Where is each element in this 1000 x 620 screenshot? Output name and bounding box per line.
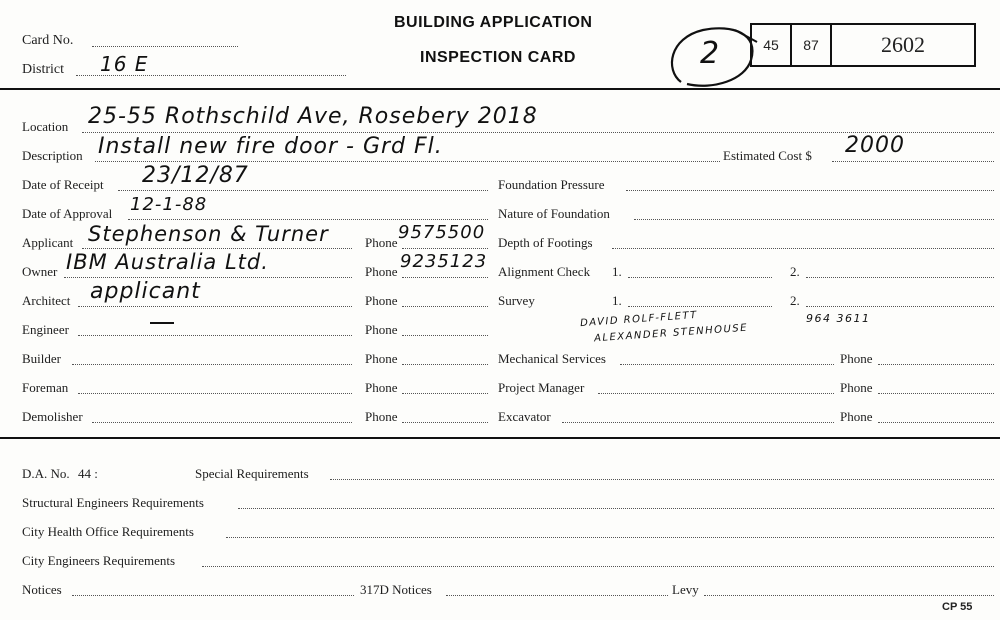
project-manager-phone-line[interactable] <box>878 393 994 394</box>
special-req-line[interactable] <box>330 479 994 480</box>
da-value: 44 : <box>78 466 98 481</box>
demolisher-label: Demolisher <box>22 409 83 424</box>
date-approval-line[interactable] <box>128 219 488 220</box>
date-receipt-line[interactable] <box>118 190 488 191</box>
notices-317d-label: 317D Notices <box>360 582 432 597</box>
mechanical-label: Mechanical Services <box>498 351 606 366</box>
card-no-label: Card No. <box>22 33 74 48</box>
owner-phone-line[interactable] <box>402 277 488 278</box>
title-line1: BUILDING APPLICATION <box>394 14 593 31</box>
excavator-phone-label: Phone <box>840 409 873 424</box>
title-line2: INSPECTION CARD <box>420 49 576 66</box>
project-manager-line[interactable] <box>598 393 834 394</box>
applicant-phone-label: Phone <box>365 235 398 250</box>
demolisher-phone-line[interactable] <box>402 422 488 423</box>
box-87 <box>790 23 832 67</box>
district-value: 16 E <box>100 52 149 76</box>
estimated-cost-value: 2000 <box>845 133 905 158</box>
architect-value: applicant <box>90 279 201 304</box>
owner-label: Owner <box>22 264 58 279</box>
applicant-line[interactable] <box>82 248 352 249</box>
estimated-cost-label: Estimated Cost $ <box>723 148 812 163</box>
depth-footings-label: Depth of Footings <box>498 235 593 250</box>
owner-phone-value: 9235123 <box>400 251 488 272</box>
city-eng-label: City Engineers Requirements <box>22 553 176 568</box>
box-2602-text: 2602 <box>881 32 925 57</box>
survey-num2: 2. <box>790 293 800 308</box>
applicant-phone-line[interactable] <box>402 248 488 249</box>
applicant-phone-value: 9575500 <box>398 222 486 243</box>
nature-foundation-line[interactable] <box>634 219 994 220</box>
alignment-check-num1: 1. <box>612 264 622 279</box>
structural-label: Structural Engineers Requirements <box>22 495 204 510</box>
description-line[interactable] <box>95 161 720 162</box>
date-receipt-value: 23/12/87 <box>142 163 249 188</box>
mechanical-phone-line[interactable] <box>878 364 994 365</box>
survey-label: Survey <box>498 293 535 308</box>
foundation-pressure-label: Foundation Pressure <box>498 177 605 192</box>
date-receipt-label: Date of Receipt <box>22 177 104 192</box>
architect-phone-label: Phone <box>365 293 398 308</box>
card-no-line[interactable] <box>92 46 238 47</box>
middle-divider <box>0 437 1000 439</box>
top-divider <box>0 88 1000 90</box>
location-label: Location <box>22 119 69 134</box>
form-code: CP 55 <box>942 601 973 613</box>
mechanical-phone-label: Phone <box>840 351 873 366</box>
description-value: Install new fire door - Grd Fl. <box>98 134 443 159</box>
applicant-value: Stephenson & Turner <box>88 222 329 246</box>
owner-value: IBM Australia Ltd. <box>66 250 269 274</box>
survey-note-line2: ALEXANDER STENHOUSE <box>593 322 749 345</box>
project-manager-label: Project Manager <box>498 380 585 395</box>
excavator-label: Excavator <box>498 409 551 424</box>
foreman-phone-label: Phone <box>365 380 398 395</box>
excavator-line[interactable] <box>562 422 834 423</box>
box-87-text: 87 <box>803 37 819 53</box>
applicant-label: Applicant <box>22 235 74 250</box>
estimated-cost-line[interactable] <box>832 161 994 162</box>
engineer-line[interactable] <box>78 335 352 336</box>
location-value: 25-55 Rothschild Ave, Rosebery 2018 <box>88 104 538 129</box>
foundation-pressure-line[interactable] <box>626 190 994 191</box>
da-label: D.A. No. <box>22 466 70 481</box>
notices-label: Notices <box>22 582 62 597</box>
alignment-check-line2[interactable] <box>806 277 994 278</box>
survey-line1[interactable] <box>628 306 772 307</box>
health-line[interactable] <box>226 537 994 538</box>
box-45-text: 45 <box>763 37 779 53</box>
structural-line[interactable] <box>238 508 994 509</box>
architect-label: Architect <box>22 293 71 308</box>
notices-317d-line[interactable] <box>446 595 668 596</box>
foreman-label: Foreman <box>22 380 69 395</box>
engineer-phone-label: Phone <box>365 322 398 337</box>
box-2602 <box>830 23 976 67</box>
notices-line[interactable] <box>72 595 354 596</box>
alignment-check-label: Alignment Check <box>498 264 591 279</box>
alignment-check-line1[interactable] <box>628 277 772 278</box>
nature-foundation-label: Nature of Foundation <box>498 206 610 221</box>
architect-line[interactable] <box>78 306 352 307</box>
builder-line[interactable] <box>72 364 352 365</box>
owner-line[interactable] <box>64 277 352 278</box>
builder-phone-line[interactable] <box>402 364 488 365</box>
engineer-dash-mark <box>150 322 174 324</box>
builder-phone-label: Phone <box>365 351 398 366</box>
engineer-label: Engineer <box>22 322 69 337</box>
health-label: City Health Office Requirements <box>22 524 194 539</box>
alignment-check-num2: 2. <box>790 264 800 279</box>
survey-line2[interactable] <box>806 306 994 307</box>
circled-number: 2 <box>700 36 721 71</box>
builder-label: Builder <box>22 351 61 366</box>
mechanical-line[interactable] <box>620 364 834 365</box>
foreman-line[interactable] <box>78 393 352 394</box>
date-approval-value: 12-1-88 <box>130 194 208 215</box>
project-manager-phone-label: Phone <box>840 380 873 395</box>
survey-num1: 1. <box>612 293 622 308</box>
box-45 <box>750 23 792 67</box>
survey-note-phone: 964 3611 <box>806 312 871 325</box>
city-eng-line[interactable] <box>202 566 994 567</box>
excavator-phone-line[interactable] <box>878 422 994 423</box>
levy-label: Levy <box>672 582 699 597</box>
levy-line[interactable] <box>704 595 994 596</box>
engineer-phone-line[interactable] <box>402 335 488 336</box>
architect-phone-line[interactable] <box>402 306 488 307</box>
district-label: District <box>22 62 64 77</box>
demolisher-phone-label: Phone <box>365 409 398 424</box>
owner-phone-label: Phone <box>365 264 398 279</box>
description-label: Description <box>22 148 83 163</box>
date-approval-label: Date of Approval <box>22 206 113 221</box>
special-req-label: Special Requirements <box>195 466 309 481</box>
foreman-phone-line[interactable] <box>402 393 488 394</box>
survey-note-line1: DAVID ROLF-FLETT <box>579 309 699 330</box>
demolisher-line[interactable] <box>92 422 352 423</box>
depth-footings-line[interactable] <box>612 248 994 249</box>
